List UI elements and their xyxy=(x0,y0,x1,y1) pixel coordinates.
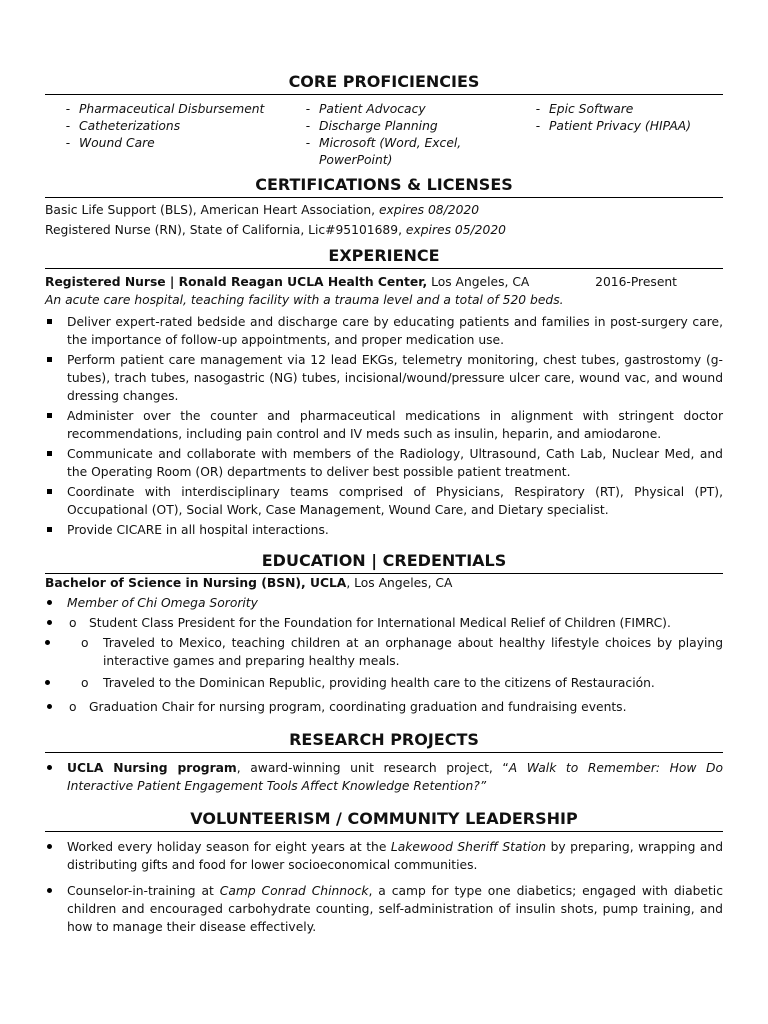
volunteer-list xyxy=(45,838,723,936)
degree-location: , Los Angeles, CA xyxy=(346,576,453,590)
certification-rn: Registered Nurse (RN), State of California, Lic#95101689, expires 05/2020 xyxy=(45,223,506,237)
research-heading: RESEARCH PROJECTS xyxy=(45,730,723,753)
experience-heading: EXPERIENCE xyxy=(45,246,723,269)
resume-page xyxy=(45,72,723,940)
list-item: o Graduation Chair for nursing program, coordinating graduation and fundraising events. xyxy=(45,698,723,716)
job-header xyxy=(45,273,723,291)
list-item: o Traveled to Mexico, teaching children at an orphanage about healthy lifestyle choices by playing interactive games and preparing healthy meals. xyxy=(43,634,723,670)
job-location: Los Angeles, CA xyxy=(427,275,530,289)
list-item: Counselor-in-training at Camp Conrad Chinnock, a camp for type one diabetics; engaged with diabetic children and encouraged carbohydrate counting, self-administration of insulin shots, pump training, and how to manage their disease effectively. xyxy=(45,882,723,936)
proficiency-item: - Epic Software xyxy=(535,102,634,116)
degree-name: Bachelor of Science in Nursing (BSN), UCLA xyxy=(45,576,347,590)
job-dates: 2016-Present xyxy=(595,275,677,289)
education-heading: EDUCATION | CREDENTIALS xyxy=(45,551,723,574)
core-proficiencies-heading: CORE PROFICIENCIES xyxy=(45,72,723,95)
list-item: Administer over the counter and pharmaceutical medications in alignment with stringent doctor recommendations, including pain control and IV meds such as insulin, heparin, and amiodarone. xyxy=(45,407,723,443)
list-item: Coordinate with interdisciplinary teams comprised of Physicians, Respiratory (RT), Physical (PT), Occupational (OT), Social Work, Case Management, Wound Care, and Dietary specialist. xyxy=(45,483,723,519)
proficiency-column-1 xyxy=(57,101,285,169)
list-item: Communicate and collaborate with members of the Radiology, Ultrasound, Cath Lab, Nuclear Med, and the Operating Room (OR) departments to deliver best possible patient treatment. xyxy=(45,445,723,481)
list-item: Worked every holiday season for eight years at the Lakewood Sheriff Station by preparing, wrapping and distributing gifts and food for lower socioeconomical communities. xyxy=(45,838,723,874)
list-item: Member of Chi Omega Sorority o Student Class President for the Foundation for International Medical Relief of Children (FIMRC). o Traveled to Mexico, teaching children at an orphanage about healthy lifestyle choices by playing interactive games and preparing healthy meals. o Traveled to the Dominican Republic, providing health care to the citizens of Restauración. o Graduation Chair for nursing program, coordinating graduation and fundraising events. xyxy=(45,594,723,716)
proficiency-item: - Discharge Planning xyxy=(305,119,438,133)
fimrc-sublist xyxy=(45,634,723,692)
list-item: Perform patient care management via 12 lead EKGs, telemetry monitoring, chest tubes, gastrostomy (g-tubes), trach tubes, nasogastric (NG) tubes, incisional/wound/pressure ulcer care, wound vac, and wound dressing changes. xyxy=(45,351,723,405)
proficiency-item: - Wound Care xyxy=(65,136,155,150)
sorority-sublist xyxy=(45,614,723,716)
job-title: Registered Nurse | Ronald Reagan UCLA Health Center, xyxy=(45,275,428,289)
list-item: Deliver expert-rated bedside and discharge care by educating patients and families in post-surgery care, the importance of follow-up appointments, and proper medication use. xyxy=(45,313,723,349)
research-list xyxy=(45,759,723,795)
certification-bls: Basic Life Support (BLS), American Heart Association, expires 08/2020 xyxy=(45,203,480,217)
proficiencies-list xyxy=(45,101,723,169)
proficiency-item: - Patient Privacy (HIPAA) xyxy=(535,119,692,133)
job-bullets xyxy=(45,313,723,539)
proficiency-column-2 xyxy=(297,101,527,169)
education-list xyxy=(45,594,723,716)
proficiency-item: - Patient Advocacy xyxy=(305,102,426,116)
job-description: An acute care hospital, teaching facility with a trauma level and a total of 520 beds. xyxy=(45,293,564,307)
proficiency-item: - Microsoft (Word, Excel, PowerPoint) xyxy=(305,136,462,167)
volunteerism-heading: VOLUNTEERISM / COMMUNITY LEADERSHIP xyxy=(45,809,723,832)
proficiency-item: - Catheterizations xyxy=(65,119,181,133)
degree-line xyxy=(45,574,723,592)
list-item: Provide CICARE in all hospital interactions. xyxy=(45,521,723,539)
proficiency-column-3 xyxy=(527,101,707,169)
list-item: o Student Class President for the Foundation for International Medical Relief of Children (FIMRC). o Traveled to Mexico, teaching children at an orphanage about healthy lifestyle choices by playing interactive games and preparing healthy meals. o Traveled to the Dominican Republic, providing health care to the citizens of Restauración. xyxy=(45,614,723,692)
certifications-heading: CERTIFICATIONS & LICENSES xyxy=(45,175,723,198)
list-item: UCLA Nursing program, award-winning unit research project, “A Walk to Remember: How Do Interactive Patient Engagement Tools Affect Knowledge Retention?” xyxy=(45,759,723,795)
proficiency-item: - Pharmaceutical Disbursement xyxy=(65,102,265,116)
list-item: o Traveled to the Dominican Republic, providing health care to the citizens of Restauración. xyxy=(43,674,723,692)
